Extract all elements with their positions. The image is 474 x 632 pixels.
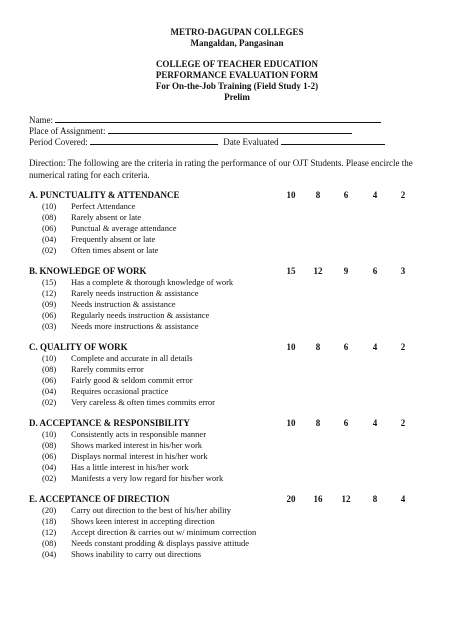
criteria-item: (08) Rarely absent or late <box>42 212 142 222</box>
criteria-item: (10) Consistently acts in responsible manner <box>42 429 207 439</box>
criteria-item: (12) Accept direction & carries out w/ minimum correction <box>42 527 257 537</box>
score-option[interactable]: 6 <box>372 266 378 276</box>
score-option[interactable]: 10 <box>286 342 296 352</box>
score-option[interactable]: 4 <box>400 494 406 504</box>
section-title: E. ACCEPTANCE OF DIRECTION <box>29 494 170 504</box>
period-label: Period Covered: <box>29 137 88 147</box>
school-location: Mangaldan, Pangasinan <box>190 38 284 48</box>
score-option[interactable]: 3 <box>400 266 406 276</box>
criteria-item: (20) Carry out direction to the best of his/her ability <box>42 505 232 515</box>
criteria-item: (15) Has a complete & thorough knowledge of work <box>42 277 234 287</box>
direction-text: Direction: The following are the criteria in rating the performance of our OJT Students. Please encircle the numerical rating for each criteria. <box>29 158 413 180</box>
criteria-item: (03) Needs more instructions & assistance <box>42 321 199 331</box>
section-title: A. PUNCTUALITY & ATTENDANCE <box>29 190 180 200</box>
criteria-item: (04) Frequently absent or late <box>42 234 156 244</box>
name-line[interactable] <box>55 114 381 123</box>
section-title: D. ACCEPTANCE & RESPONSIBILITY <box>29 418 190 428</box>
period-line[interactable] <box>90 136 218 145</box>
score-option[interactable]: 6 <box>343 190 349 200</box>
score-option[interactable]: 4 <box>372 342 378 352</box>
school-name: METRO-DAGUPAN COLLEGES <box>170 27 304 37</box>
score-option[interactable]: 2 <box>400 418 406 428</box>
criteria-item: (08) Needs constant prodding & displays passive attitude <box>42 538 249 548</box>
score-option[interactable]: 8 <box>372 494 378 504</box>
score-option[interactable]: 15 <box>286 266 296 276</box>
criteria-item: (06) Displays normal interest in his/her work <box>42 451 208 461</box>
criteria-item: (02) Often times absent or late <box>42 245 159 255</box>
score-option[interactable]: 16 <box>313 494 323 504</box>
criteria-item: (10) Complete and accurate in all details <box>42 353 193 363</box>
score-option[interactable]: 10 <box>286 190 296 200</box>
score-option[interactable]: 8 <box>315 418 321 428</box>
criteria-item: (02) Manifests a very low regard for his/her work <box>42 473 224 483</box>
criteria-item: (12) Rarely needs instruction & assistance <box>42 288 199 298</box>
criteria-item: (08) Shows marked interest in his/her work <box>42 440 203 450</box>
program-title: For On-the-Job Training (Field Study 1-2) <box>155 81 319 91</box>
criteria-item: (06) Regularly needs instruction & assistance <box>42 310 210 320</box>
criteria-item: (06) Punctual & average attendance <box>42 223 177 233</box>
criteria-item: (04) Shows inability to carry out directions <box>42 549 202 559</box>
period-field[interactable] <box>29 136 385 148</box>
form-title: PERFORMANCE EVALUATION FORM <box>155 70 319 80</box>
criteria-item: (18) Shows keen interest in accepting direction <box>42 516 215 526</box>
date-label: Date Evaluated <box>223 137 279 147</box>
college-name: COLLEGE OF TEACHER EDUCATION <box>155 59 319 69</box>
criteria-item: (08) Rarely commits error <box>42 364 144 374</box>
criteria-item: (10) Perfect Attendance <box>42 201 136 211</box>
place-line[interactable] <box>108 125 352 134</box>
name-label: Name: <box>29 115 53 125</box>
criteria-item: (04) Requires occasional practice <box>42 386 169 396</box>
score-option[interactable]: 8 <box>315 190 321 200</box>
term-label: Prelim <box>224 92 250 102</box>
criteria-item: (04) Has a little interest in his/her work <box>42 462 189 472</box>
score-option[interactable]: 8 <box>315 342 321 352</box>
score-option[interactable]: 20 <box>286 494 296 504</box>
score-option[interactable]: 10 <box>286 418 296 428</box>
date-line[interactable] <box>281 136 385 145</box>
score-option[interactable]: 12 <box>313 266 323 276</box>
score-option[interactable]: 6 <box>343 342 349 352</box>
score-option[interactable]: 4 <box>372 418 378 428</box>
score-option[interactable]: 12 <box>341 494 351 504</box>
score-option[interactable]: 9 <box>343 266 349 276</box>
score-option[interactable]: 6 <box>343 418 349 428</box>
criteria-item: (02) Very careless & often times commits error <box>42 397 215 407</box>
criteria-item: (06) Fairly good & seldom commit error <box>42 375 193 385</box>
place-label: Place of Assignment: <box>29 126 106 136</box>
score-option[interactable]: 2 <box>400 342 406 352</box>
criteria-item: (09) Needs instruction & assistance <box>42 299 176 309</box>
section-title: C. QUALITY OF WORK <box>29 342 128 352</box>
score-option[interactable]: 4 <box>372 190 378 200</box>
section-title: B. KNOWLEDGE OF WORK <box>29 266 147 276</box>
score-option[interactable]: 2 <box>400 190 406 200</box>
